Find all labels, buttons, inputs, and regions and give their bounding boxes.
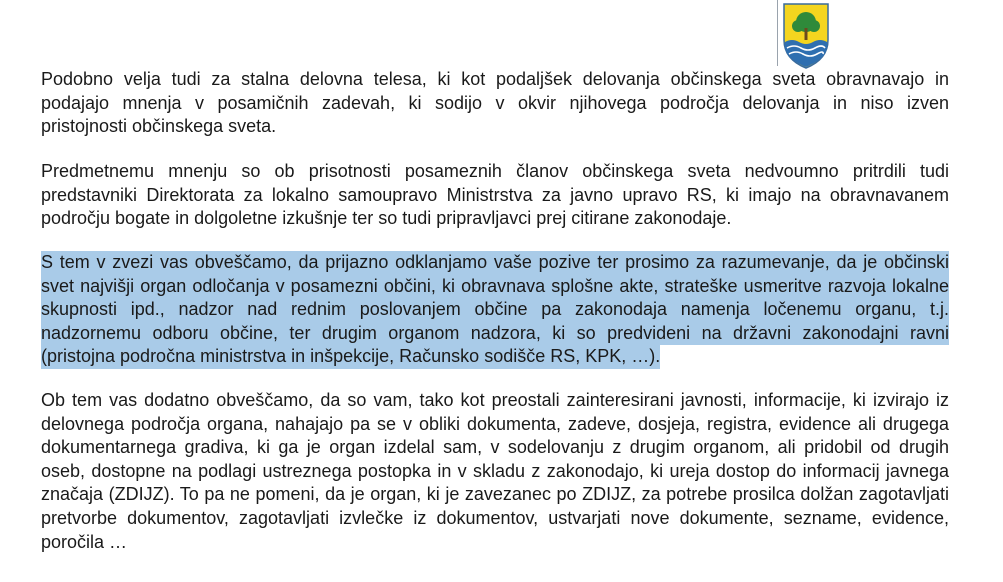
paragraph-line: delovnega področja organa, nahajajo pa se v obliki dokumenta, zadeve, dosjeja, registra, evidence ali drugega <box>41 413 949 434</box>
paragraph-4 <box>41 389 949 554</box>
selected-text-line[interactable]: skupnosti ipd., nadzor nad rednim poslovanjem občine pa zakonodaja namenja ločenemu organu, t.j. <box>41 298 949 322</box>
highlighted-paragraph[interactable] <box>41 251 949 369</box>
paragraph-line: značaja (ZDIJZ). To pa ne pomeni, da je organ, ki je zavezanec po ZDIJZ, za potrebe prosilca dolžan zagotavljati <box>41 484 949 505</box>
paragraph-line: podajajo mnenja v posamičnih zadevah, ki sodijo v okvir njihovega področja delovanja in niso izven <box>41 92 949 113</box>
coat-of-arms-logo <box>778 0 834 72</box>
paragraph-line: Podobno velja tudi za stalna delovna telesa, ki kot podaljšek delovanja občinskega sveta obravnavajo in <box>41 69 949 89</box>
paragraph-line: Ob tem vas dodatno obveščamo, da so vam, tako kot preostali zainteresirani javnosti, informacije, ki izvirajo iz <box>41 390 949 410</box>
paragraph-line: dokumentarnega gradiva, ki ga je organ izdelal sam, v sodelovanju z drugim organom, ali pridobil od drugih <box>41 437 949 458</box>
paragraph-line: področju bogate in dolgoletne izkušnje ter so tudi pripravljavci prej citirane zakonodaje. <box>41 208 732 229</box>
selected-text-line[interactable]: svet najvišji organ odločanja v posamezni občini, ki obravnava splošne akte, strateške usmeritve razvoja lokalne <box>41 275 949 299</box>
paragraph-1 <box>41 68 949 139</box>
paragraph-line: pristojnosti občinskega sveta. <box>41 116 277 137</box>
paragraph-line: Predmetnemu mnenju so ob prisotnosti posameznih članov občinskega sveta nedvoumno pritrdili tudi <box>41 161 949 181</box>
paragraph-line: oseb, dostopne na podlagi ustreznega postopka in v skladu z zakonodajo, ki ureja dostop do informacij javnega <box>41 460 949 481</box>
paragraph-line: predstavniki Direktorata za lokalno samoupravo Ministrstva za javno upravo RS, ki imajo na obravnavanem <box>41 184 949 205</box>
selected-text-line[interactable]: nadzornemu odboru občine, ter drugim organom nadzora, ki so predvideni na državni zakonodajni ravni <box>41 322 949 346</box>
paragraph-line: poročila … <box>41 531 128 552</box>
selected-text-line[interactable]: (pristojna področna ministrstva in inšpekcije, Računsko sodišče RS, KPK, …). <box>41 345 660 369</box>
selected-text-line[interactable]: S tem v zvezi vas obveščamo, da prijazno odklanjamo vaše pozive ter prosimo za razumevanje, da je občinski <box>41 251 949 275</box>
paragraph-2 <box>41 160 949 231</box>
paragraph-line: pretvorbe dokumentov, zagotavljati izvlečke iz dokumentov, ustvarjati nove dokumente, sezname, evidence, <box>41 507 949 528</box>
